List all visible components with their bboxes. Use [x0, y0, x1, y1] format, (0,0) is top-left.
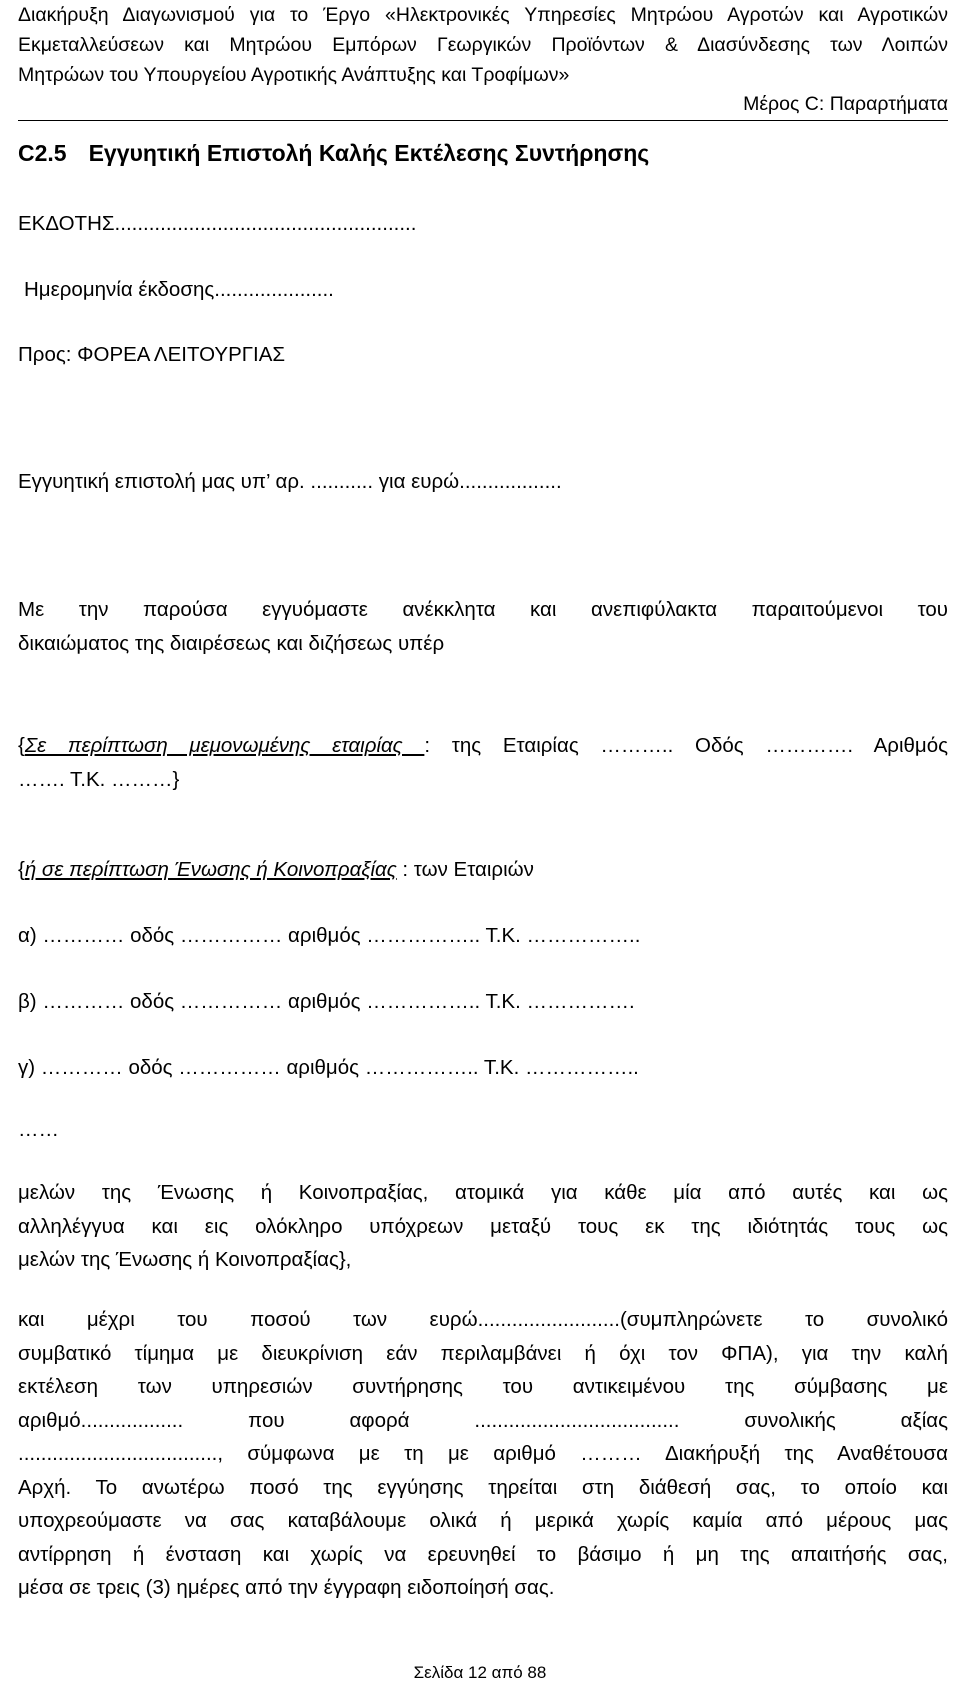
issuer-line: ΕΚΔΟΤΗΣ..................................................... — [18, 212, 417, 235]
header-title-line-2: Εκμεταλλεύσεων και Μητρώου Εμπόρων Γεωργικών Προϊόντων & Διασύνδεσης των Λοιπών — [18, 34, 948, 56]
amount-line: εκτέλεση των υπηρεσιών συντήρησης του αντικειμένου της σύμβασης με — [18, 1375, 948, 1398]
header-title-line-1: Διακήρυξη Διαγωνισμού για το Έργο «Ηλεκτρονικές Υπηρεσίες Μητρώου Αγροτών και Αγροτικών — [18, 4, 948, 26]
amount-line: Αρχή. Το ανωτέρω ποσό της εγγύησης τηρείται στη διάθεσή σας, το οποίο και — [18, 1475, 948, 1499]
amount-line: υποχρεούμαστε να σας καταβάλουμε ολικά ή μερικά χωρίς καμία από μέρους μας — [18, 1509, 948, 1532]
issue-date-line: Ημερομηνία έκδοσης..................... — [24, 278, 334, 301]
header-part-label: Μέρος C: Παραρτήματα — [743, 93, 948, 115]
brace-open: { — [18, 734, 25, 757]
members-line: μελών της Ένωσης ή Κοινοπραξίας}, — [18, 1248, 352, 1271]
amount-line: και μέχρι του ποσού των ευρώ.........................(συμπληρώνετε το συνολικό — [18, 1308, 948, 1331]
single-company-line — [18, 729, 948, 763]
single-company-text: : της Εταιρίας ……….. Οδός …………. Αριθμός — [424, 734, 948, 757]
member-line-a: α) ………… οδός …………… αριθμός …………….. Τ.Κ. …………….. — [18, 924, 641, 947]
amount-line: μέσα σε τρεις (3) ημέρες από την έγγραφη ειδοποίησή σας. — [18, 1576, 555, 1599]
intro-line: δικαιώματος της διαιρέσεως και διζήσεως υπέρ — [18, 631, 445, 655]
members-line: μελών της Ένωσης ή Κοινοπραξίας, ατομικά για κάθε μία από αυτές και ως — [18, 1181, 948, 1204]
ellipsis-line: …… — [18, 1118, 59, 1141]
section-heading — [18, 140, 649, 167]
member-line-c: γ) ………… οδός …………… αριθμός …………….. Τ.Κ. …………….. — [18, 1056, 639, 1079]
joint-venture-line — [18, 858, 948, 882]
amount-line: συμβατικό τίμημα με διευκρίνιση εάν περιλαμβάνει ή όχι τον ΦΠΑ), για την καλή — [18, 1341, 948, 1365]
amount-line: ..................................., σύμφωνα με τη με αριθμό ……… Διακήρυξή της Αναθέτουσα — [18, 1442, 948, 1465]
single-company-line-2: ……. Τ.Κ. ………} — [18, 767, 180, 791]
joint-venture-label: ή σε περίπτωση Ένωσης ή Κοινοπραξίας — [24, 858, 397, 881]
intro-line: Με την παρούσα εγγυόμαστε ανέκκλητα και ανεπιφύλακτα παραιτούμενοι του — [18, 598, 948, 621]
member-line-b: β) ………… οδός …………… αριθμός …………….. Τ.Κ. ……………. — [18, 990, 635, 1013]
members-line: αλληλέγγυα και εις ολόκληρο υπόχρεων μεταξύ τους εκ της ιδιότητάς τους ως — [18, 1214, 948, 1238]
guarantee-reference: Εγγυητική επιστολή μας υπ’ αρ. ........... για ευρώ.................. — [18, 470, 562, 493]
brace-open: { — [18, 858, 25, 881]
single-company-paragraph — [18, 729, 948, 796]
joint-venture-text: : των Εταιριών — [396, 858, 534, 881]
members-paragraph — [18, 1176, 948, 1277]
amount-paragraph — [18, 1303, 948, 1605]
page-header — [18, 0, 948, 121]
header-title-line-3: Μητρώων του Υπουργείου Αγροτικής Ανάπτυξης και Τροφίμων» — [18, 64, 570, 86]
page-number-footer: Σελίδα 12 από 88 — [413, 1663, 547, 1682]
recipient-line: Προς: ΦΟΡΕΑ ΛΕΙΤΟΥΡΓΙΑΣ — [18, 343, 286, 366]
amount-line: αντίρρηση ή ένσταση και χωρίς να ερευνηθεί το βάσιμο ή μη της απαιτήσής σας, — [18, 1542, 948, 1566]
amount-line: αριθμό.................. που αφορά .................................... συνολικής αξίας — [18, 1408, 948, 1432]
intro-paragraph — [18, 593, 948, 660]
section-number: C2.5 — [18, 140, 67, 166]
section-title: Εγγυητική Επιστολή Καλής Εκτέλεσης Συντήρησης — [88, 140, 650, 166]
single-company-label: Σε περίπτωση μεμονωμένης εταιρίας — [24, 734, 425, 757]
